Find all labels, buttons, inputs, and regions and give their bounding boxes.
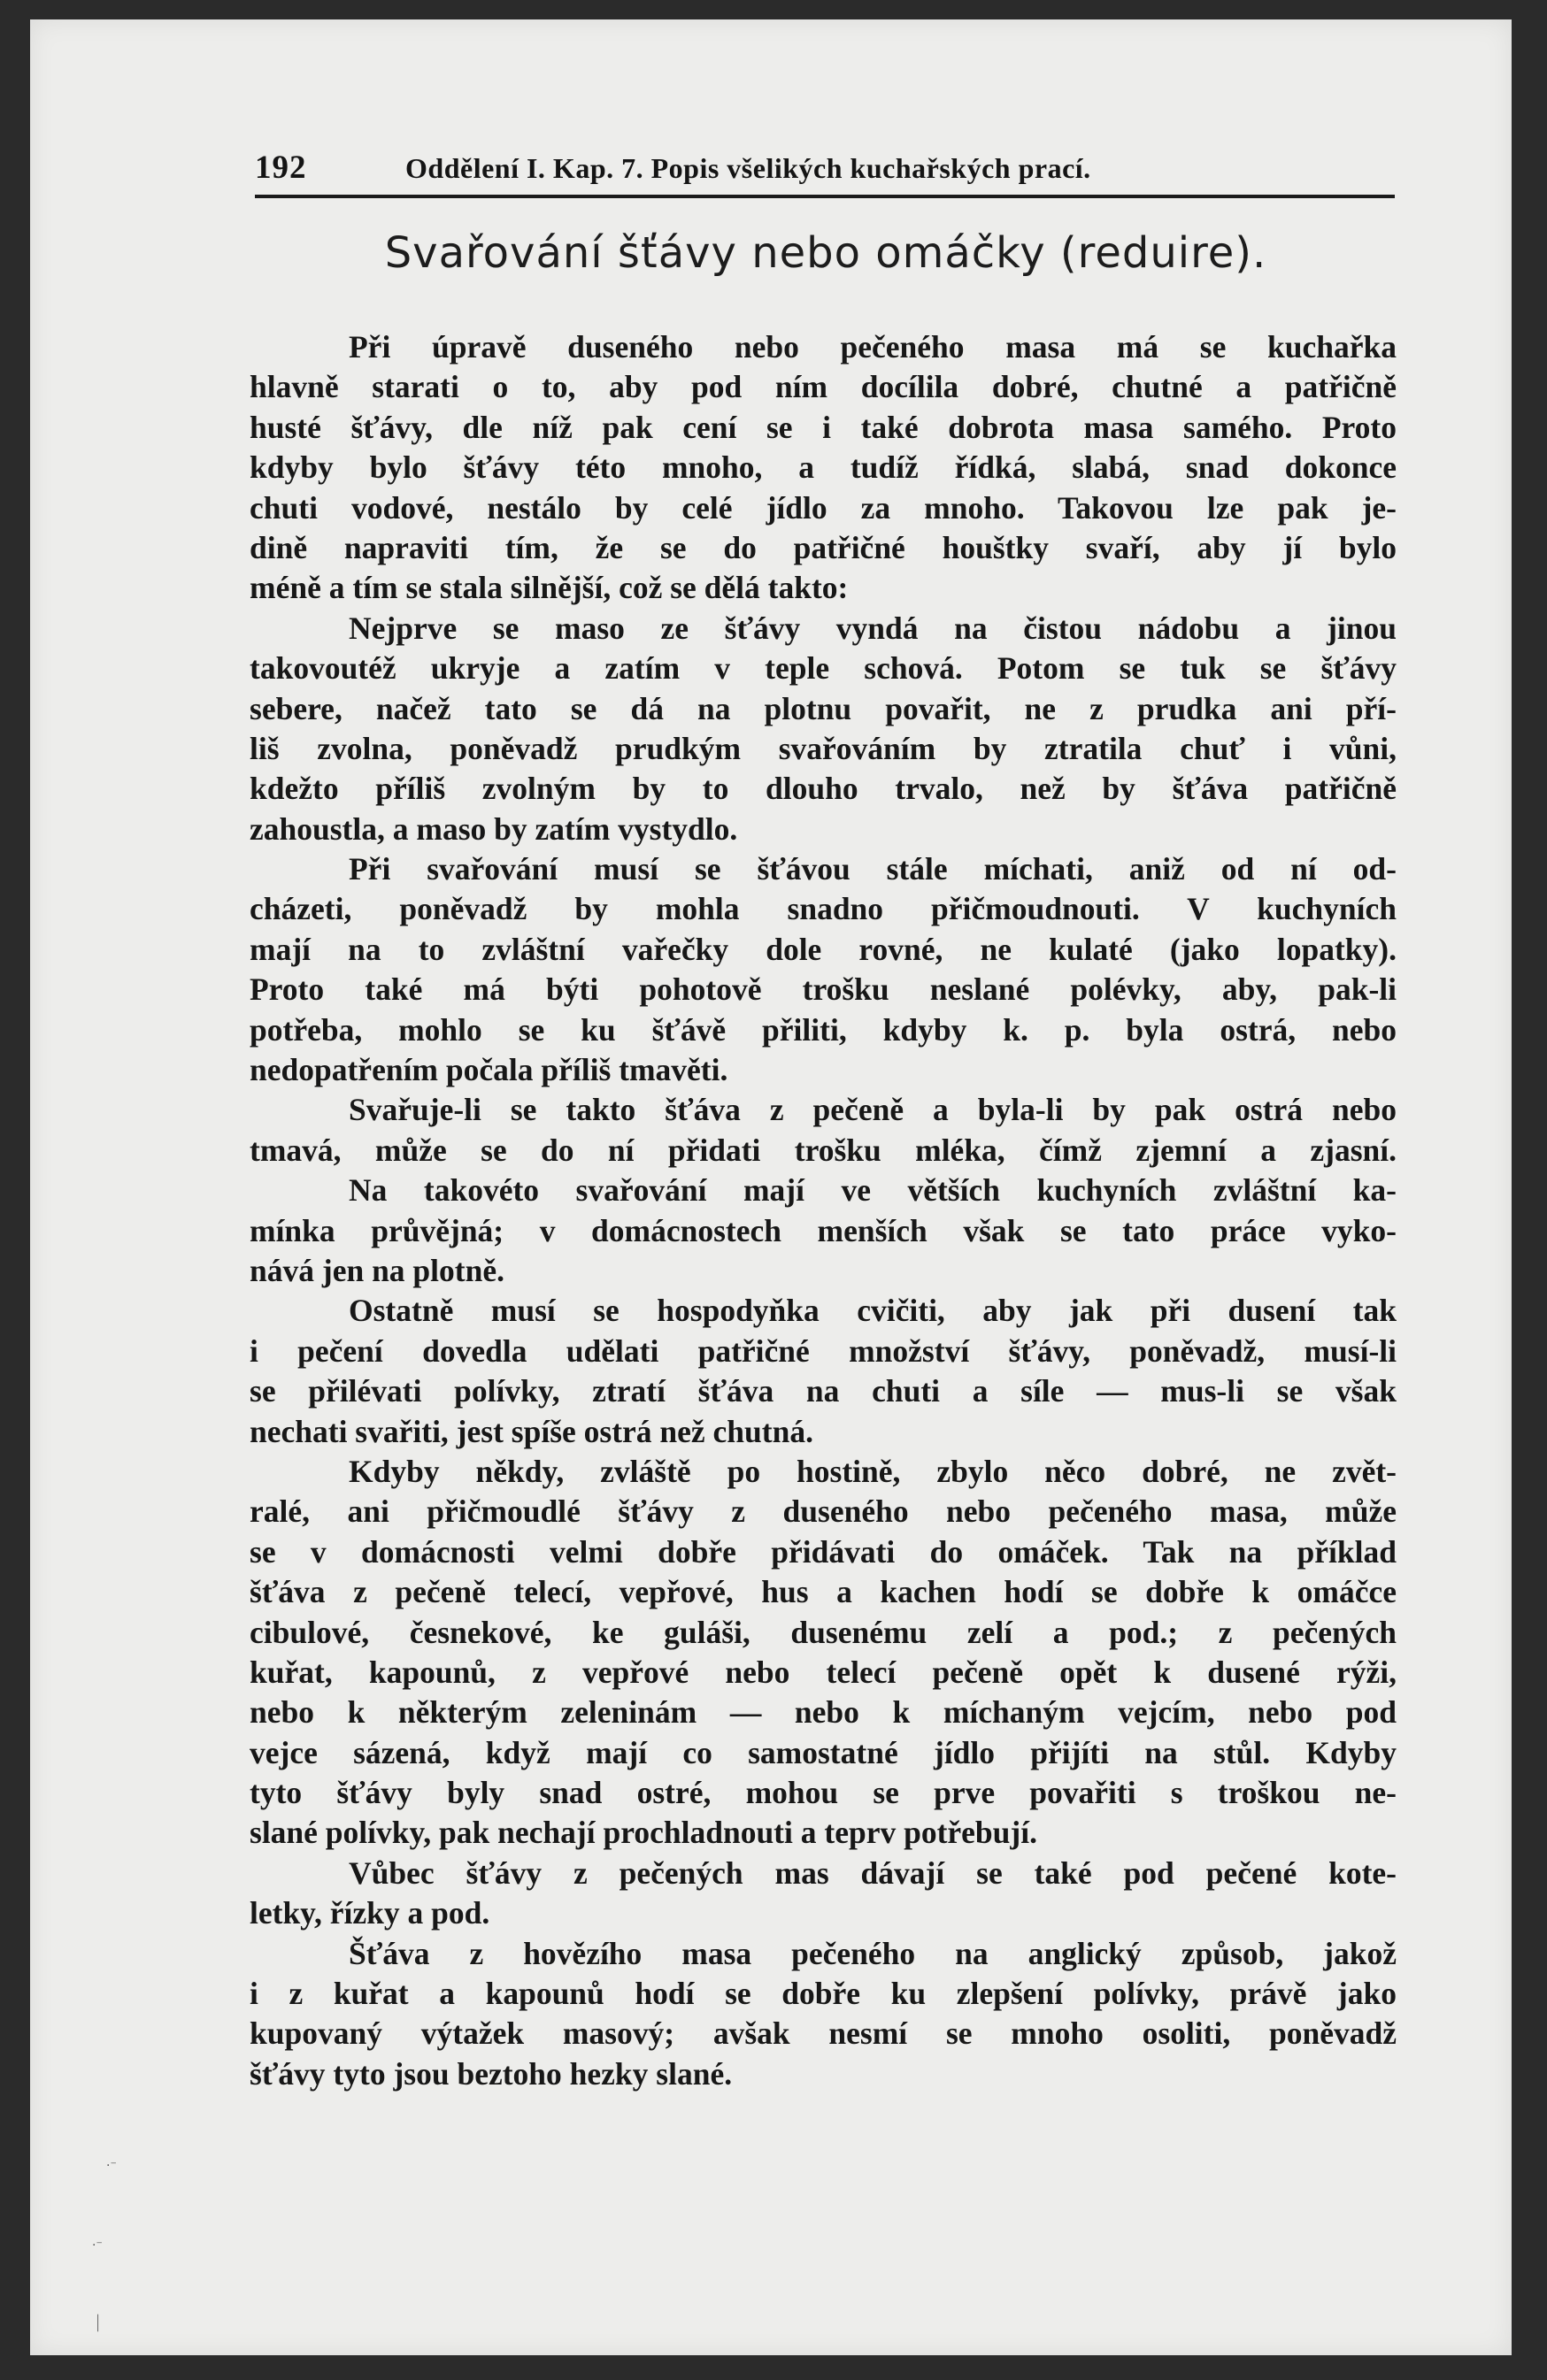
- text-line: dině napraviti tím, že se do patřičné houštky svaří, aby jí bylo: [250, 529, 1397, 565]
- text-line: ralé, ani přičmoudlé šťávy z duseného nebo pečeného masa, může: [250, 1493, 1397, 1530]
- text-line: kupovaný výtažek masový; avšak nesmí se mnoho osoliti, poněvadž: [250, 2015, 1397, 2052]
- text-line: zahoustla, a maso by zatím vystydlo.: [250, 810, 738, 847]
- text-line: tyto šťávy byly snad ostré, mohou se prve povařiti s troškou ne-: [250, 1775, 1397, 1811]
- page-header: [255, 149, 1395, 198]
- scan-speck: ·⁻: [106, 2159, 117, 2173]
- text-line: sebere, načež tato se dá na plotnu povařit, ne z prudka ani pří-: [250, 690, 1397, 726]
- text-line: kuřat, kapounů, z vepřové nebo telecí pečeně opět k dusené rýži,: [250, 1654, 1397, 1690]
- text-line: tmavá, může se do ní přidati trošku mléka, čímž zjemní a zjasní.: [250, 1132, 1397, 1168]
- text-line: Na takovéto svařování mají ve větších kuchyních zvláštní ka-: [349, 1172, 1397, 1209]
- text-line: Kdyby někdy, zvláště po hostině, zbylo něco dobré, ne zvět-: [349, 1453, 1397, 1489]
- text-line: Svařuje-li se takto šťáva z pečeně a byla-li by pak ostrá nebo: [349, 1092, 1397, 1128]
- text-line: mají na to zvláštní vařečky dole rovné, ne kulaté (jako lopatky).: [250, 931, 1397, 967]
- text-line: nedopatřením počala příliš tmavěti.: [250, 1052, 728, 1088]
- text-line: se přilévati polívky, ztratí šťáva na chuti a síle — mus-li se však: [250, 1373, 1397, 1409]
- text-line: se v domácnosti velmi dobře přidávati do omáček. Tak na příklad: [250, 1533, 1397, 1570]
- running-head: Oddělení I. Kap. 7. Popis všelikých kuchařských prací.: [405, 152, 1091, 184]
- text-line: vejce sázená, když mají co samostatné jídlo přijíti na stůl. Kdyby: [250, 1734, 1397, 1770]
- text-line: šťávy tyto jsou beztoho hezky slané.: [250, 2055, 733, 2092]
- text-line: šťáva z pečeně telecí, vepřové, hus a kachen hodí se dobře k omáčce: [250, 1574, 1397, 1610]
- text-line: mínka průvějná; v domácnostech menších však se tato práce vyko-: [250, 1212, 1397, 1248]
- text-line: nebo k některým zeleninám — nebo k míchaným vejcím, nebo pod: [250, 1694, 1397, 1731]
- text-line: Při úpravě duseného nebo pečeného masa má se kuchařka: [349, 329, 1397, 365]
- text-line: slané polívky, pak nechají prochladnouti a teprv potřebují.: [250, 1815, 1037, 1851]
- text-line: chuti vodové, nestálo by celé jídlo za mnoho. Takovou lze pak je-: [250, 489, 1397, 526]
- text-line: Vůbec šťávy z pečených mas dávají se také pod pečené kote-: [349, 1854, 1397, 1891]
- text-line: Nejprve se maso ze šťávy vyndá na čistou nádobu a jinou: [349, 610, 1397, 646]
- text-line: Šťáva z hovězího masa pečeného na anglický způsob, jakož: [349, 1935, 1397, 1971]
- scan-speck: ᛁ: [92, 2313, 104, 2335]
- text-line: Proto také má býti pohotově trošku neslané polévky, aby, pak-li: [250, 971, 1397, 1008]
- text-line: Ostatně musí se hospodyňka cvičiti, aby jak při dusení tak: [349, 1293, 1397, 1329]
- section-title: Svařování šťávy nebo omáčky (reduire).: [384, 228, 1267, 278]
- text-line: i pečení dovedla udělati patřičné množství šťávy, poněvadž, musí-li: [250, 1332, 1397, 1369]
- text-line: letky, řízky a pod.: [250, 1895, 490, 1931]
- text-line: Při svařování musí se šťávou stále míchati, aniž od ní od-: [349, 851, 1397, 887]
- text-line: kdežto příliš zvolným by to dlouho trvalo, než by šťáva patřičně: [250, 771, 1397, 807]
- text-line: potřeba, mohlo se ku šťávě přiliti, kdyby k. p. byla ostrá, nebo: [250, 1011, 1397, 1048]
- text-line: hlavně starati o to, aby pod ním docílila dobré, chutné a patřičně: [250, 369, 1397, 405]
- text-line: i z kuřat a kapounů hodí se dobře ku zlepšení polívky, právě jako: [250, 1976, 1397, 2012]
- text-line: kdyby bylo šťávy této mnoho, a tudíž řídká, slabá, snad dokonce: [250, 449, 1397, 486]
- text-line: nává jen na plotně.: [250, 1252, 504, 1288]
- text-line: cibulové, česnekové, ke guláši, dusenému zelí a pod.; z pečených: [250, 1614, 1397, 1650]
- text-line: méně a tím se stala silnější, což se dělá takto:: [250, 570, 849, 606]
- text-line: nechati svařiti, jest spíše ostrá než chutná.: [250, 1413, 813, 1449]
- text-line: takovoutéž ukryje a zatím v teple schová. Potom se tuk se šťávy: [250, 650, 1397, 687]
- scan-speck: ·⁻: [92, 2238, 103, 2253]
- text-line: cházeti, poněvadž by mohla snadno přičmoudnouti. V kuchyních: [250, 891, 1397, 927]
- page-number: 192: [255, 150, 307, 186]
- text-line: liš zvolna, poněvadž prudkým svařováním by ztratila chuť i vůni,: [250, 730, 1397, 766]
- text-line: husté šťávy, dle níž pak cení se i také dobrota masa samého. Proto: [250, 409, 1397, 445]
- body-text: [250, 327, 1397, 2094]
